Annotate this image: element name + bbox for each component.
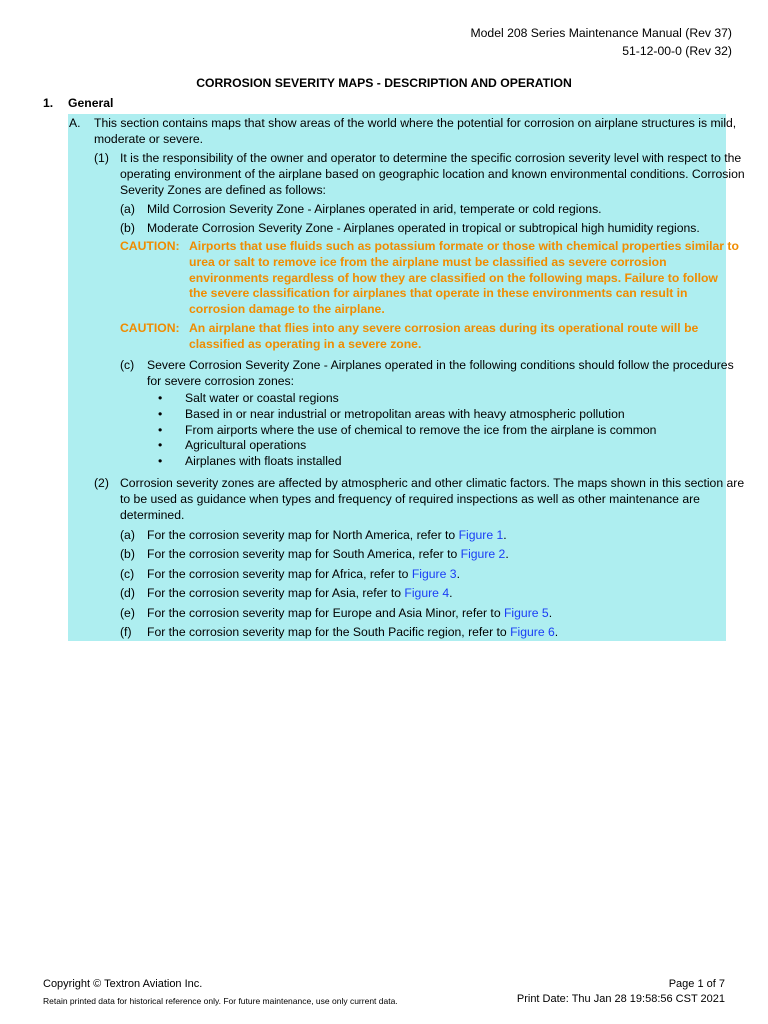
item-1a-text: Mild Corrosion Severity Zone - Airplanes operated in arid, temperate or cold regions.: [147, 202, 602, 216]
ref-item: [147, 547, 509, 563]
caution-2-line-1: An airplane that flies into any severe corrosion areas during its operational route will be: [189, 321, 699, 335]
ref-marker: (e): [120, 606, 135, 620]
bullet-item: From airports where the use of chemical to remove the ice from the airplane is common: [185, 423, 657, 437]
ref-text: For the corrosion severity map for the South Pacific region, refer to: [147, 625, 511, 639]
ref-item: [147, 586, 453, 602]
item-1c-line-1: Severe Corrosion Severity Zone - Airplanes operated in the following conditions should follow the procedures: [147, 358, 734, 372]
figure-1-link[interactable]: Figure 1: [458, 528, 504, 542]
ref-item: [147, 625, 558, 641]
ref-text: For the corrosion severity map for Asia, refer to: [147, 586, 405, 600]
item-2-line-2: to be used as guidance when types and frequency of required inspections as well as other maintenance are: [120, 492, 700, 506]
print-date: Print Date: Thu Jan 28 19:58:56 CST 2021: [516, 993, 725, 1005]
bullet-item: Airplanes with floats installed: [185, 454, 342, 468]
caution-1-line-5: corrosion damage to the airplane.: [189, 302, 385, 316]
para-a-line-1: This section contains maps that show areas of the world where the potential for corrosion on airplane structures is mild,: [94, 116, 737, 130]
item-1-marker: (1): [94, 151, 109, 165]
ref-marker: (c): [120, 567, 135, 581]
figure-5-link[interactable]: Figure 5: [503, 606, 549, 620]
figure-3-link[interactable]: Figure 3: [411, 567, 457, 581]
item-2-line-1: Corrosion severity zones are affected by atmospheric and other climatic factors. The maps shown in this section are: [120, 476, 745, 490]
ref-text: For the corrosion severity map for Africa, refer to: [147, 567, 412, 581]
bullet-icon: •: [158, 423, 163, 437]
section-heading: [43, 96, 113, 112]
caution-2-label: CAUTION:: [120, 321, 180, 335]
retention-note: Retain printed data for historical reference only. For future maintenance, use only current data.: [43, 996, 398, 1006]
item-2-marker: (2): [94, 476, 109, 490]
ref-period: .: [456, 567, 460, 581]
figure-2-link[interactable]: Figure 2: [460, 547, 506, 561]
ref-marker: (f): [120, 625, 132, 639]
document-id: 51-12-00-0 (Rev 32): [622, 44, 732, 58]
ref-marker: (d): [120, 586, 135, 600]
caution-1-label: CAUTION:: [120, 239, 180, 253]
item-1-line-2: operating environment of the airplane based on geographic location and known environmental conditions. Corrosion: [120, 167, 745, 181]
bullet-icon: •: [158, 438, 163, 452]
caution-1-line-1: Airports that use fluids such as potassium formate or those with chemical properties similar to: [189, 239, 739, 253]
manual-title: Model 208 Series Maintenance Manual (Rev 37): [470, 26, 732, 40]
caution-2-line-2: classified as operating in a severe zone.: [189, 337, 422, 351]
item-1b-marker: (b): [120, 221, 135, 235]
bullet-icon: •: [158, 391, 163, 405]
ref-period: .: [449, 586, 453, 600]
bullet-icon: •: [158, 454, 163, 468]
para-a-line-2: moderate or severe.: [94, 132, 204, 146]
ref-marker: (a): [120, 528, 135, 542]
item-1-line-1: It is the responsibility of the owner and operator to determine the specific corrosion severity level with respect to the: [120, 151, 742, 165]
ref-item: [147, 567, 460, 583]
item-1b-text: Moderate Corrosion Severity Zone - Airplanes operated in tropical or subtropical high humidity regions.: [147, 221, 700, 235]
item-1a-marker: (a): [120, 202, 135, 216]
item-2-line-3: determined.: [120, 508, 185, 522]
section-number: 1.: [43, 96, 54, 110]
figure-6-link[interactable]: Figure 6: [510, 625, 555, 639]
ref-period: .: [554, 625, 559, 639]
figure-4-link[interactable]: Figure 4: [404, 586, 450, 600]
section-label: General: [68, 96, 114, 110]
bullet-item: Salt water or coastal regions: [185, 391, 339, 405]
ref-period: .: [548, 606, 553, 620]
ref-item: [147, 606, 552, 622]
bullet-icon: •: [158, 407, 163, 421]
item-1-line-3: Severity Zones are defined as follows:: [120, 183, 326, 197]
bullet-item: Based in or near industrial or metropolitan areas with heavy atmospheric pollution: [185, 407, 625, 421]
caution-1-line-2: urea or salt to remove ice from the airplane must be classified as severe corrosion: [189, 255, 667, 269]
ref-marker: (b): [120, 547, 135, 561]
ref-text: For the corrosion severity map for Europe and Asia Minor, refer to: [147, 606, 504, 620]
ref-text: For the corrosion severity map for North America, refer to: [147, 528, 459, 542]
page-title: CORROSION SEVERITY MAPS - DESCRIPTION AND OPERATION: [196, 76, 572, 90]
para-a-marker: A.: [69, 116, 81, 130]
page-number: Page 1 of 7: [668, 978, 725, 990]
item-1c-marker: (c): [120, 358, 135, 372]
caution-1-line-4: the severe classification for airplanes that operate in these environments can result in: [189, 286, 688, 300]
ref-period: .: [505, 547, 509, 561]
ref-item: [147, 528, 507, 544]
bullet-item: Agricultural operations: [185, 438, 307, 452]
copyright-text: Copyright © Textron Aviation Inc.: [43, 978, 203, 990]
item-1c-line-2: for severe corrosion zones:: [147, 374, 294, 388]
ref-text: For the corrosion severity map for South America, refer to: [147, 547, 461, 561]
ref-period: .: [503, 528, 507, 542]
caution-1-line-3: environments regardless of how they are classified on the following maps. Failure to follow: [189, 271, 718, 285]
